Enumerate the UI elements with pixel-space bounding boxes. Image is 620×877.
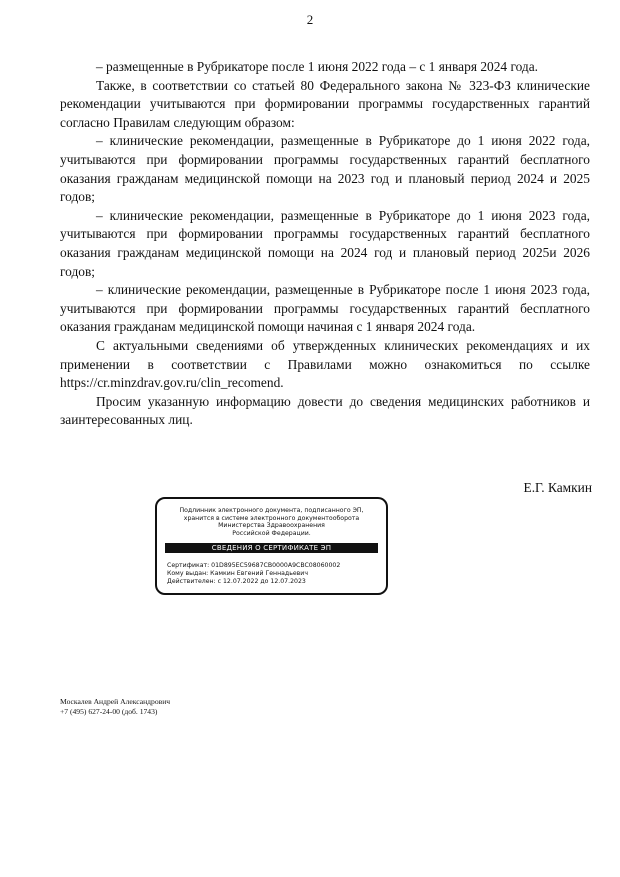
executor-contact xyxy=(60,697,170,716)
certificate-details xyxy=(167,562,340,586)
certificate-info-bar: СВЕДЕНИЯ О СЕРТИФИКАТЕ ЭП xyxy=(165,543,378,553)
paragraph: – размещенные в Рубрикаторе после 1 июня 2022 года – с 1 января 2024 года. xyxy=(96,59,539,74)
letter-body xyxy=(60,58,590,430)
paragraph: – клинические рекомендации, размещенные в Рубрикаторе до 1 июня 2022 года, учитываются при формировании программы государственных гарантий бесплатного оказания гражданам медицинской помощи на 2023 год и плановый период 2024 и 2025 годов; xyxy=(60,133,590,205)
paragraph: – клинические рекомендации, размещенные в Рубрикаторе до 1 июня 2023 года, учитываются при формировании программы государственных гарантий бесплатного оказания гражданам медицинской помощи на 2024 год и плановый период 2025и 2026 годов; xyxy=(60,207,590,279)
executor-phone: +7 (495) 627-24-00 (доб. 1743) xyxy=(60,706,158,716)
signer-name: Е.Г. Камкин xyxy=(523,480,592,495)
stamp-header-line: Подлинник электронного документа, подписанного ЭП, xyxy=(179,507,364,514)
paragraph: – клинические рекомендации, размещенные в Рубрикаторе после 1 июня 2023 года, учитываются при формировании программы государственных гарантий бесплатного оказания гражданам медицинской помощи начиная с 1 января 2024 года. xyxy=(60,282,590,335)
certificate-validity: Действителен: с 12.07.2022 до 12.07.2023 xyxy=(167,578,306,585)
certificate-number: Сертификат: 01D895EC59687CB0000A9CBC08060002 xyxy=(167,562,341,569)
certificate-owner: Кому выдан: Камкин Евгений Геннадьевич xyxy=(167,570,308,577)
paragraph: Также, в соответствии со статьей 80 Федерального закона № 323-ФЗ клинические рекомендации учитываются при формировании программы государственных гарантий согласно Правилам следующим образом: xyxy=(60,77,590,130)
executor-name: Москалев Андрей Александрович xyxy=(60,697,171,706)
stamp-header-line: Министерства Здравоохранения xyxy=(218,522,325,530)
stamp-header-line: хранится в системе электронного документооборота xyxy=(183,514,360,522)
page-number: 2 xyxy=(306,12,314,27)
paragraph: Просим указанную информацию довести до сведения медицинских работников и заинтересованных лиц. xyxy=(60,393,590,428)
stamp-header xyxy=(157,507,386,537)
stamp-header-line: Российской Федерации. xyxy=(232,529,311,537)
paragraph: С актуальными сведениями об утвержденных клинических рекомендациях и их применении в соответствии с Правилами можно ознакомиться по ссылке https://cr.minzdrav.gov.ru/clin_recomend. xyxy=(60,337,590,391)
electronic-signature-stamp xyxy=(155,497,388,595)
